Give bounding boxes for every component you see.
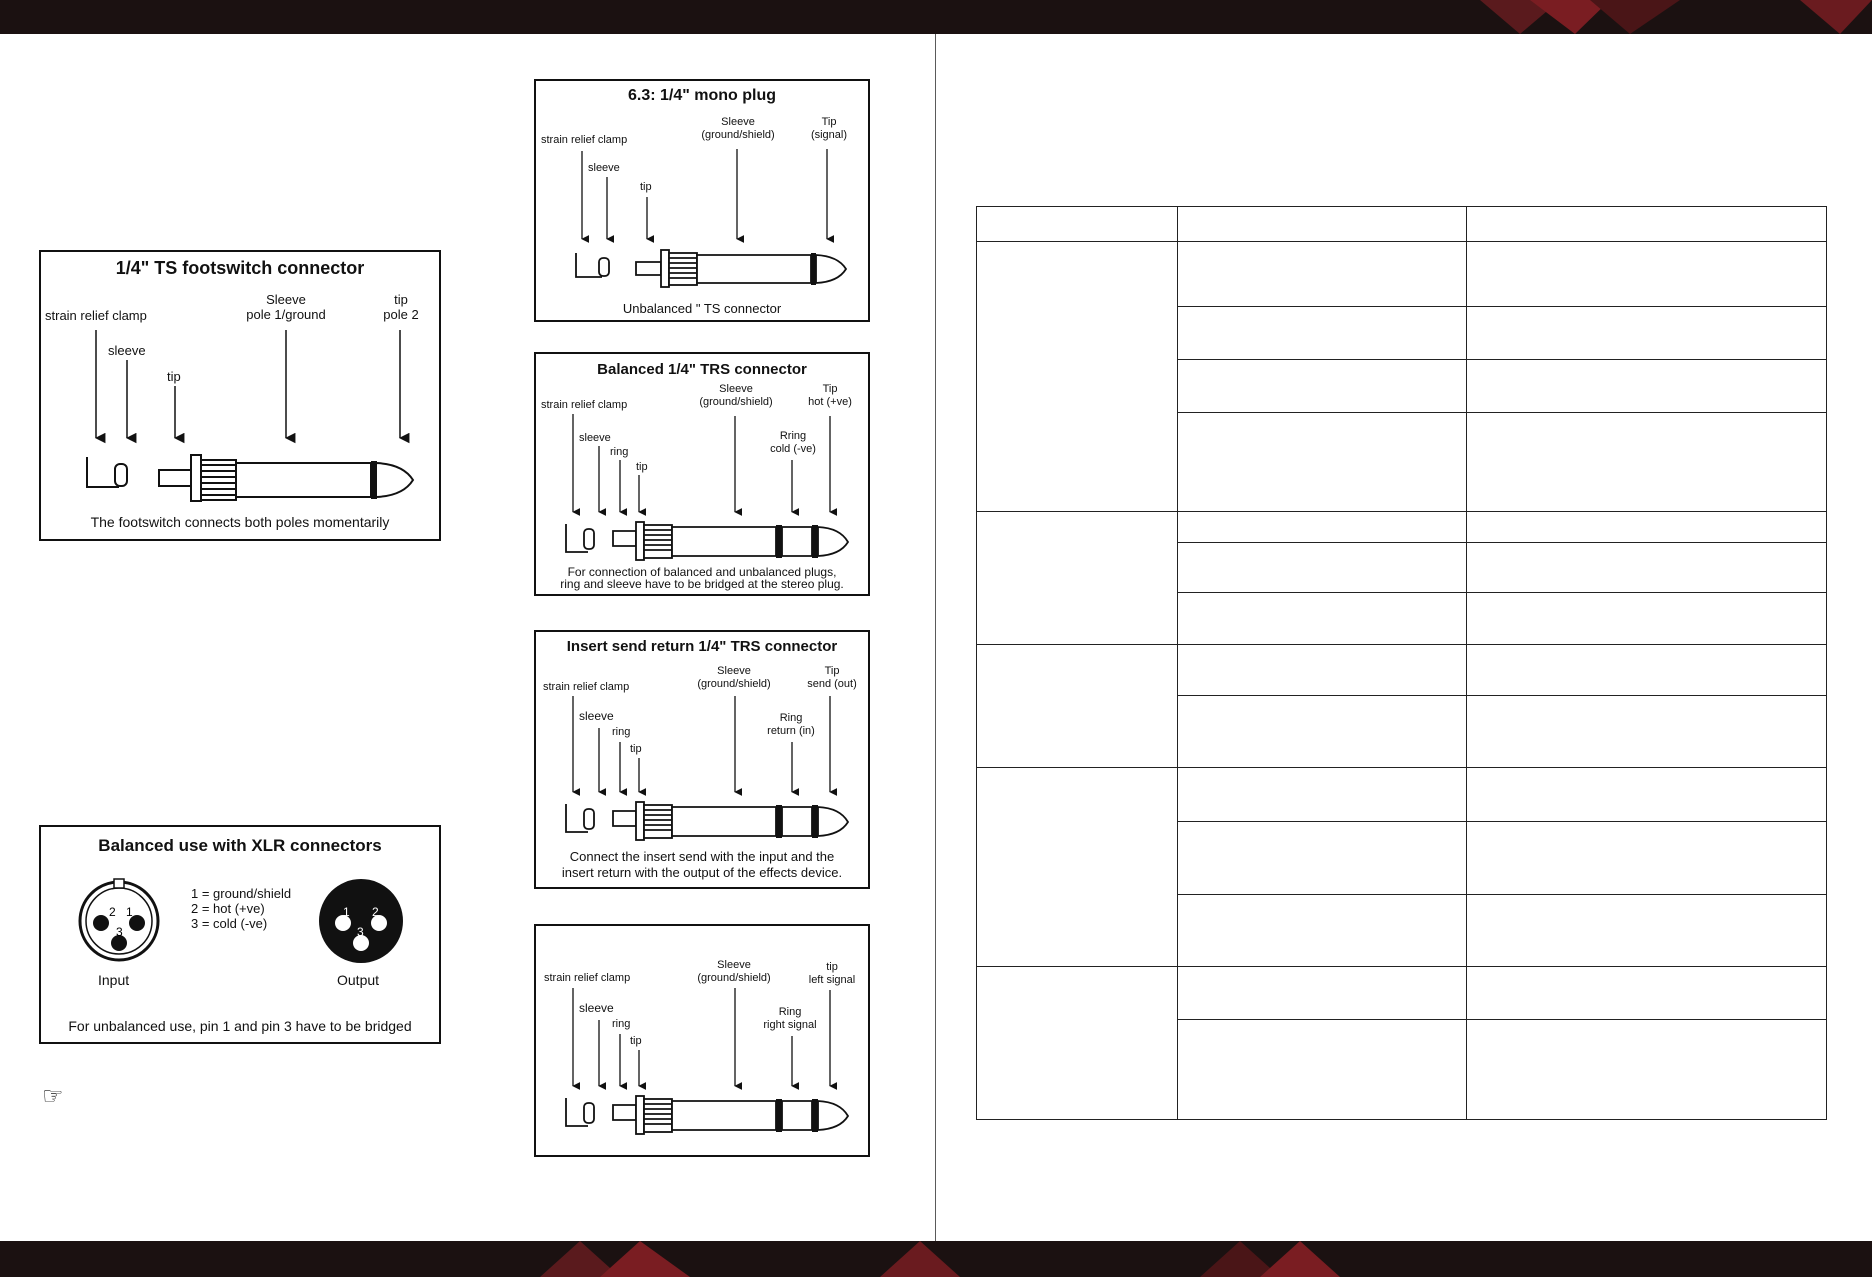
- table-cell: [1178, 242, 1467, 307]
- label-sleeve-ground: Sleeve (ground/shield): [697, 959, 771, 984]
- label-tip-left: tip left signal: [808, 961, 856, 986]
- plug-diagram: [41, 252, 441, 541]
- insert-caption: Connect the insert send with the input and the insert return with the output of the effects device.: [561, 849, 843, 880]
- label-strain-relief-clamp: strain relief clamp: [541, 134, 628, 146]
- label-ring: ring: [612, 726, 631, 738]
- table-cell: [1467, 593, 1827, 645]
- band-pattern: [0, 1241, 1872, 1277]
- table-header-row: [977, 207, 1827, 242]
- label-tip-signal: Tip (signal): [810, 116, 848, 141]
- label-sleeve: sleeve: [579, 1001, 614, 1015]
- xlr-output-label: Output: [337, 972, 380, 988]
- mono-plug-box: [534, 79, 870, 322]
- label-ring: ring: [610, 446, 629, 458]
- table-cell: [1178, 645, 1467, 696]
- label-ring-cold: Rring cold (-ve): [770, 430, 816, 455]
- table-cell: [1178, 307, 1467, 360]
- footswitch-title: 1/4" TS footswitch connector: [115, 258, 365, 278]
- label-sleeve: sleeve: [108, 343, 146, 358]
- group-cell: [977, 512, 1178, 645]
- label-tip: tip: [630, 1035, 642, 1047]
- plug-diagram: [536, 81, 870, 322]
- specification-table: [976, 206, 1827, 1120]
- trs-balanced-caption: For connection of balanced and unbalanced plugs, ring and sleeve have to be bridged at the stereo plug.: [560, 565, 844, 591]
- table-cell: [1467, 967, 1827, 1020]
- header-cell: [1467, 207, 1827, 242]
- label-strain-relief-clamp: strain relief clamp: [541, 399, 628, 411]
- header-cell: [977, 207, 1178, 242]
- table-cell: [1178, 593, 1467, 645]
- table-cell: [1467, 768, 1827, 822]
- trs-balanced-box: [534, 352, 870, 596]
- pointing-hand-icon: ☞: [42, 1083, 64, 1110]
- table-cell: [1178, 1020, 1467, 1120]
- label-tip-send: Tip send (out): [807, 665, 857, 690]
- label-tip-pole: tip pole 2: [383, 292, 419, 322]
- table-cell: [1178, 696, 1467, 768]
- band-pattern: [0, 0, 1872, 34]
- xlr-title: Balanced use with XLR connectors: [98, 836, 382, 855]
- label-strain-relief-clamp: strain relief clamp: [544, 972, 631, 984]
- table-cell: [1467, 360, 1827, 413]
- stereo-connector-box: [534, 924, 870, 1157]
- table-cell: [1467, 822, 1827, 895]
- table-cell: [1467, 543, 1827, 593]
- table-row: [977, 645, 1827, 696]
- table-cell: [1178, 967, 1467, 1020]
- xlr-connectors-box: [39, 825, 441, 1044]
- label-sleeve-ground: Sleeve (ground/shield): [699, 383, 773, 408]
- svg-text:3: 3: [116, 925, 123, 939]
- label-sleeve: sleeve: [579, 432, 611, 444]
- group-cell: [977, 242, 1178, 512]
- label-tip-hot: Tip hot (+ve): [808, 383, 852, 408]
- table-cell: [1467, 512, 1827, 543]
- xlr-input-label: Input: [98, 972, 130, 988]
- label-sleeve-ground: Sleeve (ground/shield): [697, 665, 771, 690]
- label-strain-relief-clamp: strain relief clamp: [45, 308, 147, 323]
- group-cell: [977, 967, 1178, 1120]
- label-sleeve-pole: Sleeve pole 1/ground: [246, 292, 326, 322]
- xlr-caption: For unbalanced use, pin 1 and pin 3 have to be bridged: [68, 1018, 412, 1034]
- page-divider: [935, 34, 936, 1241]
- table-row: [977, 242, 1827, 307]
- group-cell: [977, 645, 1178, 768]
- svg-text:3: 3: [357, 925, 364, 939]
- label-ring-return: Ring return (in): [767, 712, 815, 737]
- table-cell: [1178, 360, 1467, 413]
- table-cell: [1178, 895, 1467, 967]
- bottom-decorative-band: [0, 1241, 1872, 1277]
- table-cell: [1467, 307, 1827, 360]
- svg-text:1: 1: [343, 905, 350, 919]
- mono-plug-title: 6.3: 1/4" mono plug: [627, 87, 777, 104]
- label-sleeve: sleeve: [579, 709, 614, 723]
- label-tip: tip: [636, 461, 648, 473]
- group-cell: [977, 768, 1178, 967]
- label-sleeve-ground: Sleeve (ground/shield): [701, 116, 775, 141]
- table-row: [977, 512, 1827, 543]
- label-tip: tip: [630, 743, 642, 755]
- mono-plug-caption: Unbalanced " TS connector: [622, 301, 782, 316]
- label-tip: tip: [167, 369, 181, 384]
- xlr-pin-legend: 1 = ground/shield 2 = hot (+ve) 3 = cold (-ve): [191, 886, 292, 931]
- table-row: [977, 967, 1827, 1020]
- footswitch-connector-box: [39, 250, 441, 541]
- table-cell: [1178, 413, 1467, 512]
- table-cell: [1467, 895, 1827, 967]
- table-cell: [1467, 1020, 1827, 1120]
- table-cell: [1178, 512, 1467, 543]
- svg-text:2: 2: [372, 905, 379, 919]
- xlr-diagram: [41, 827, 441, 1044]
- top-decorative-band: [0, 0, 1872, 34]
- svg-text:2: 2: [109, 905, 116, 919]
- table-cell: [1178, 543, 1467, 593]
- label-tip: tip: [640, 181, 652, 193]
- label-strain-relief-clamp: strain relief clamp: [543, 681, 630, 693]
- header-cell: [1178, 207, 1467, 242]
- table-cell: [1178, 768, 1467, 822]
- insert-title: Insert send return 1/4" TRS connector: [566, 638, 838, 655]
- plug-diagram: [536, 354, 870, 596]
- svg-text:1: 1: [126, 905, 133, 919]
- table-cell: [1467, 696, 1827, 768]
- table-cell: [1467, 645, 1827, 696]
- footswitch-caption: The footswitch connects both poles momentarily: [90, 514, 390, 530]
- insert-connector-box: [534, 630, 870, 889]
- plug-diagram: [536, 926, 870, 1157]
- trs-balanced-title: Balanced 1/4" TRS connector: [597, 361, 807, 378]
- table-cell: [1467, 413, 1827, 512]
- label-ring: ring: [612, 1018, 631, 1030]
- xlr-input-connector: [80, 879, 158, 960]
- label-sleeve: sleeve: [588, 162, 620, 174]
- table-cell: [1178, 822, 1467, 895]
- xlr-output-connector: [319, 879, 403, 963]
- table-cell: [1467, 242, 1827, 307]
- label-ring-right: Ring right signal: [763, 1006, 817, 1031]
- table-row: [977, 768, 1827, 822]
